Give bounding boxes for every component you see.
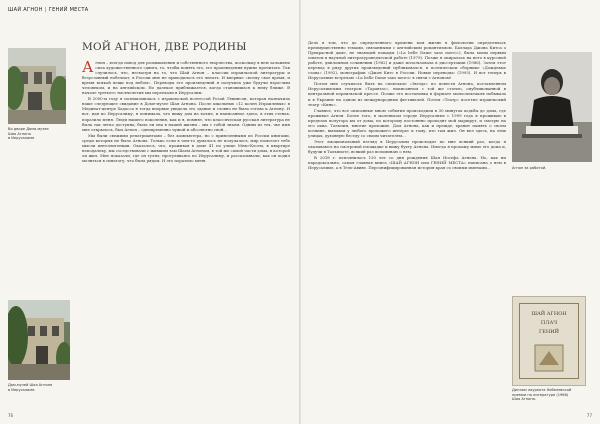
paragraph-r4: Этот эмоциональный взгляд в Иерусалим происходит по мне всякий раз, когда я оказываюсь на смотровой площадке и вижу бухту Агнона. Иногда я прохожу мимо его дома и, будучи в Тальпиоте, всякий раз вспоминаю о нем. [308, 138, 506, 154]
text-column-right [308, 40, 506, 405]
book-cover-line-3: ГЕНИЙ [538, 329, 560, 335]
book-ornament-icon [533, 343, 565, 373]
page-number-right: 77 [586, 413, 592, 418]
paragraph-1: Агнон – всегда повод для размышления и собственного творчества, поскольку в нем заложена сила художественного сдвига, то, чтобы понять это, его произведения нужно прочитать. Так случилось, что, несмотря на то, что Шай Агнон – классик израильской литературы и безусловный нобелиат, в России мне не приходилось его читать. И впервые «всему свое время, и время всякой вещи под небом». Переводы его произведений я получила уже будучи взрослым человеком, и на английском. Но далекое приближается, когда становишься к нему ближе. В начале третьего тысячелетия мы переехали в Иерусалим. [82, 60, 290, 96]
caption-right-bottom: Диплом лауреата Нобелевской премии по литературе (1966) Шая Агнона. [512, 388, 572, 402]
page-gutter [299, 0, 301, 424]
page-number-left: 76 [8, 413, 14, 418]
book-cover-line-2: ПЛАЧ [540, 320, 558, 326]
caption-left-bottom: Дом-музей Шая Агнона в Иерусалиме. [8, 383, 53, 392]
book-cover-line-1: ШАЙ АГНОН [531, 311, 567, 317]
paragraph-r3: Главное, что все описанные мною события происходили в 30 минутах ходьбы до дома, где проживал Агнон. Более того, в маленьком городе Иерусалиме с 1999 года я проживаю в пределах полутора км от дома, по которому постоянно проходит мой маршрут, и смотрю на его окна. Талызин, многие прохожие. Дом Агнона, как и прежде, хранит память о своем хозяине, вызывая у любого прохожего интерес к тому, кто там жил. Он вел здесь, на этих улицах, духовную беседу со своим читателем... [308, 107, 506, 138]
caption-left-top: Во дворе Дома-музея Шая Агнона в Иерусалиме [8, 127, 49, 141]
drop-cap: А [82, 60, 94, 76]
paragraph-r1: Дело в том, что до определенного времени моя жизнь в филологии определялась преимущественно темами, связанными с английским романтизмом. Баллада Джона Китса о Прекрасной даме, не знающей пощады («La belle Dame sans merci»), была моим первым опытом в научной литературоведческой работе (1979). Позже я опиралась на него в курсовой работе, дипломном сочинении (1982) и даже использовала в диссертации (1986). Затем этот перевод в ряду других произведений публиковался, в поэтическом сборнике «Дождевые слова» (1992), монографии «Джон Китс в России. Новые переводы» (1993). И вот теперь в Иерусалиме встречаю «La belle Dame sans merci» в связи с Агноном! [308, 40, 506, 81]
paragraph-3: Мы были свежими репатриантами – без компьютера, но с привезенными из России книгами, среди которых не было Агнона. Только если в чем-то думалось не получалось, мир помогает тебе мысли интеллигенции. Оказалось, что, проживая в доме 41 по улице Мевo-Кесем, в квартире неподалеку, мы соседствовали с жившим там Шаем Агноном, в той же самой части дома, в которой он жил. Мне показали, где он гулял, прогуливаясь по Иерусалиму, и рассказывали, как он ходил молиться в синагогу, что была рядом. И это поразило меня. [82, 132, 290, 163]
photo-museum-facade [8, 300, 70, 380]
running-header [8, 7, 89, 13]
photo-agnon-at-work [512, 52, 592, 162]
paragraph-2: В 2000-м году я познакомилась с израильской поэтессой Розой Левинсон, которая назначила наше следующее свидание в Доме-музее Шая Агнона. После школьных «12 колен Израилевых» в Мединат-центре Хадасса я тогда впервые увидела это здание и словно не была готова к Агнону. И вот, идя по Иерусалиму, я понимала, что вижу дом на холме, и написанное здесь, в этих стенах, поразило меня. Люди нашего поколения, как и я, помнят, что классическая русская литература не была так легко доступна; была ли она в нашей жизни – мы с тобой знаем. Одним из тех, чье имя мне открылось, был Агнон – одновременно чужой и абсолютно свой... [82, 96, 290, 132]
paragraph-r2: Потом мне случилось быть на спектакле «Звезда» по повести Агнона, поставленном Иерусалимским театром «Таравтас», написанном с той же статью, опубликованной в центральной израильской прессе. Позже это постановка в формате моноспектакля побывала и в Украине на одном из международных фестивалей. Потом «Театр» посетил израильский театр «Кинь». [308, 81, 506, 107]
paragraph-r5: В 2018 г. исполнилось 130 лет со дня рождения Шая Иосефа Агнона. Но, как ни парадоксально, самая главная книга «ШАЙ АГНОН или ГЕНИЙ МЕСТА» написана о нем в Иерусалиме, а в Тель-Авиве. Персонифицированная история края со своими именами... [308, 155, 506, 171]
header-left: ШАЙ АГНОН [8, 7, 43, 13]
photo-museum-courtyard [8, 48, 66, 124]
photo-book-cover [512, 296, 586, 386]
text-column-left [82, 60, 290, 400]
header-right: ГЕНИЙ МЕСТА [48, 7, 89, 13]
header-separator: | [44, 7, 47, 13]
article-title: МОЙ АГНОН, ДВЕ РОДИНЫ [82, 41, 247, 53]
caption-right-top: Агнон за работой. [512, 166, 547, 170]
